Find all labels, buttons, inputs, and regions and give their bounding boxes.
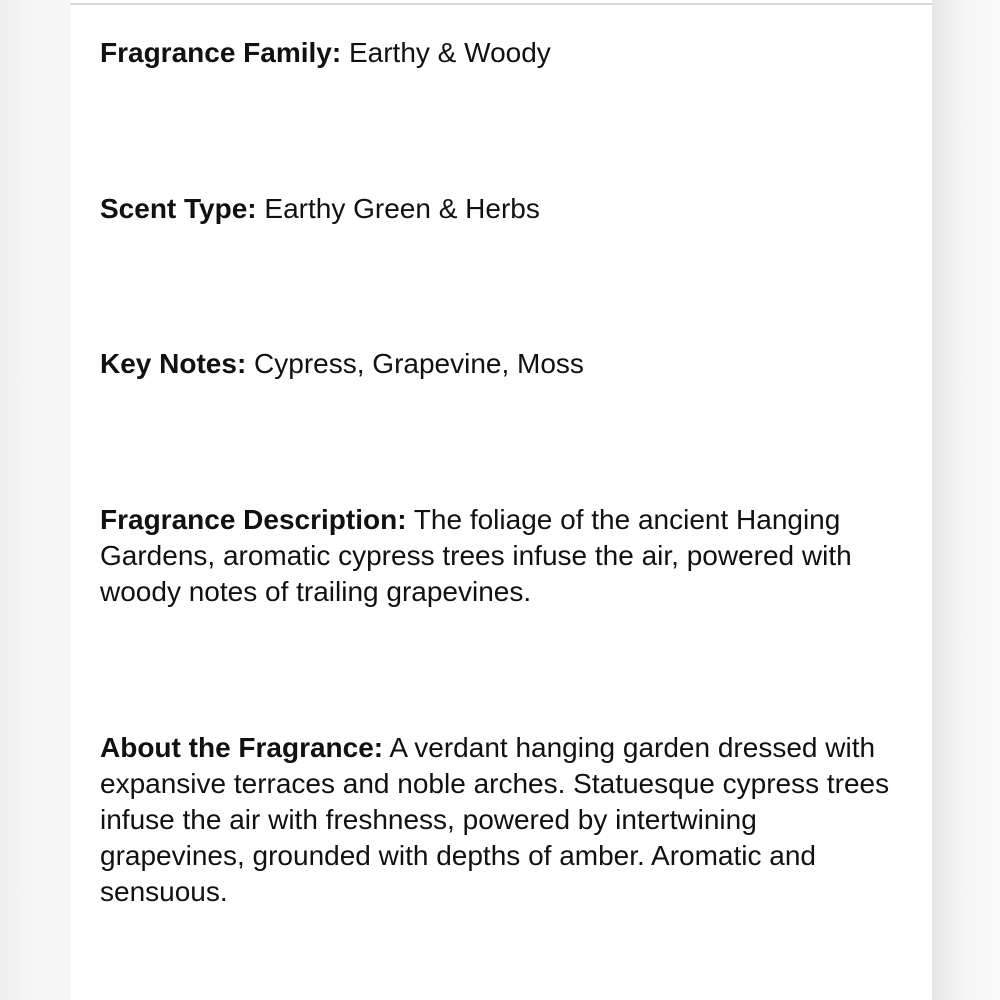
key-notes-value: Cypress, Grapevine, Moss: [246, 348, 584, 379]
key-notes-label: Key Notes:: [100, 348, 247, 379]
fragrance-description-text: The foliage of the ancient Hanging Gardens, aromatic cypress trees infuse the air, powered with woody notes of trailing grapevines.: [100, 504, 852, 607]
top-divider: [70, 3, 932, 5]
fragrance-description-paragraph: [100, 502, 900, 610]
fragrance-family-row: [100, 35, 900, 71]
fragrance-family-value: Earthy & Woody: [341, 37, 551, 68]
key-notes-row: [100, 346, 900, 382]
about-fragrance-paragraph: [100, 730, 900, 910]
right-background-edge: [932, 0, 1000, 1000]
about-fragrance-text: A verdant hanging garden dressed with expansive terraces and noble arches. Statuesque cypress trees infuse the air with freshness, powered by intertwining grapevines, grounded with depths of amber. Aromatic and sensuous.: [100, 732, 890, 907]
fragrance-details-card: [70, 0, 932, 1000]
scent-type-value: Earthy Green & Herbs: [256, 193, 540, 224]
scent-type-row: [100, 191, 900, 227]
fragrance-family-label: Fragrance Family:: [100, 37, 342, 68]
scent-type-label: Scent Type:: [100, 193, 257, 224]
about-fragrance-label: About the Fragrance:: [100, 732, 384, 763]
fragrance-description-label: Fragrance Description:: [100, 504, 407, 535]
